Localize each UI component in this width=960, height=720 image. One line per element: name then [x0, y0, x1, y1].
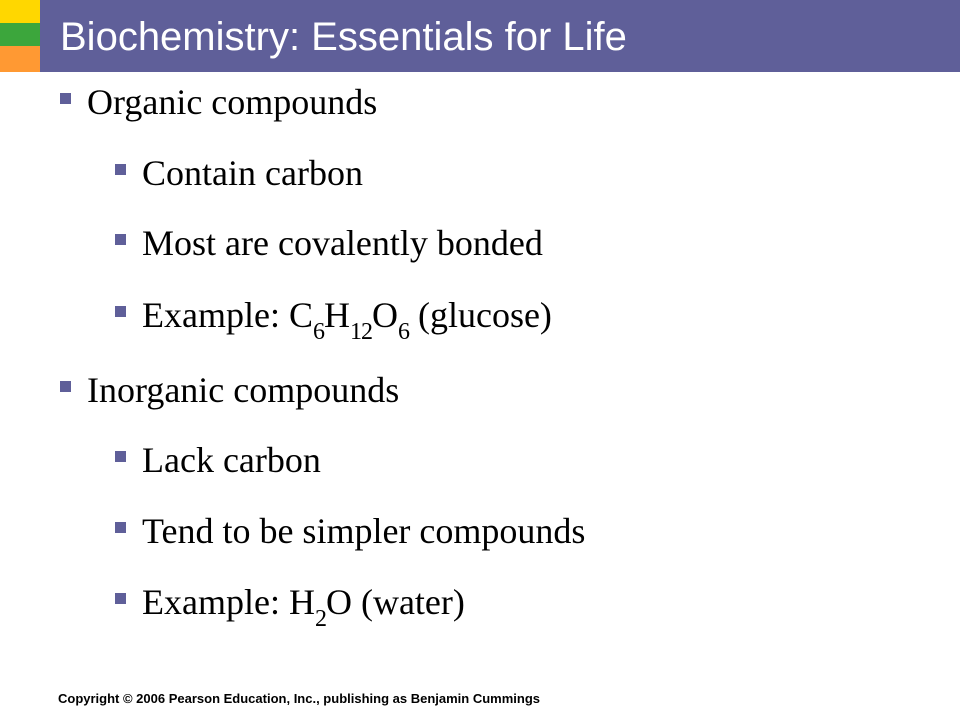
formula-subscript: 6 [397, 319, 409, 345]
formula-element: O [371, 295, 398, 335]
formula-element: H [288, 582, 315, 622]
title-bar [40, 0, 960, 72]
bullet-text: Organic compounds [87, 82, 378, 122]
accent-yellow-block [0, 0, 40, 23]
example-prefix: Example: [142, 582, 289, 622]
accent-orange-block [0, 46, 40, 72]
example-suffix: (glucose) [408, 295, 552, 335]
formula-subscript: 2 [314, 606, 326, 632]
square-bullet-icon [115, 234, 126, 245]
square-bullet-icon [60, 93, 71, 104]
formula-subscript: 6 [312, 319, 324, 345]
square-bullet-icon [115, 522, 126, 533]
formula-element: O [325, 582, 352, 622]
square-bullet-icon [60, 381, 71, 392]
example-suffix: (water) [351, 582, 465, 622]
formula-subscript: 12 [349, 319, 372, 345]
square-bullet-icon [115, 593, 126, 604]
bullet-text: Inorganic compounds [87, 370, 400, 410]
example-prefix: Example: [142, 295, 289, 335]
accent-green-block [0, 23, 40, 46]
square-bullet-icon [115, 451, 126, 462]
bullet-text: Tend to be simpler compounds [142, 511, 586, 551]
formula-element: H [323, 295, 350, 335]
copyright-footer: Copyright © 2006 Pearson Education, Inc., publishing as Benjamin Cummings [58, 691, 540, 706]
bullet-text: Lack carbon [142, 440, 321, 480]
formula-element: C [288, 295, 313, 335]
bullet-text [142, 295, 552, 345]
square-bullet-icon [115, 306, 126, 317]
bullet-text [142, 582, 465, 632]
bullet-text: Contain carbon [142, 153, 363, 193]
slide-title: Biochemistry: Essentials for Life [60, 15, 627, 59]
square-bullet-icon [115, 164, 126, 175]
bullet-text: Most are covalently bonded [142, 223, 543, 263]
